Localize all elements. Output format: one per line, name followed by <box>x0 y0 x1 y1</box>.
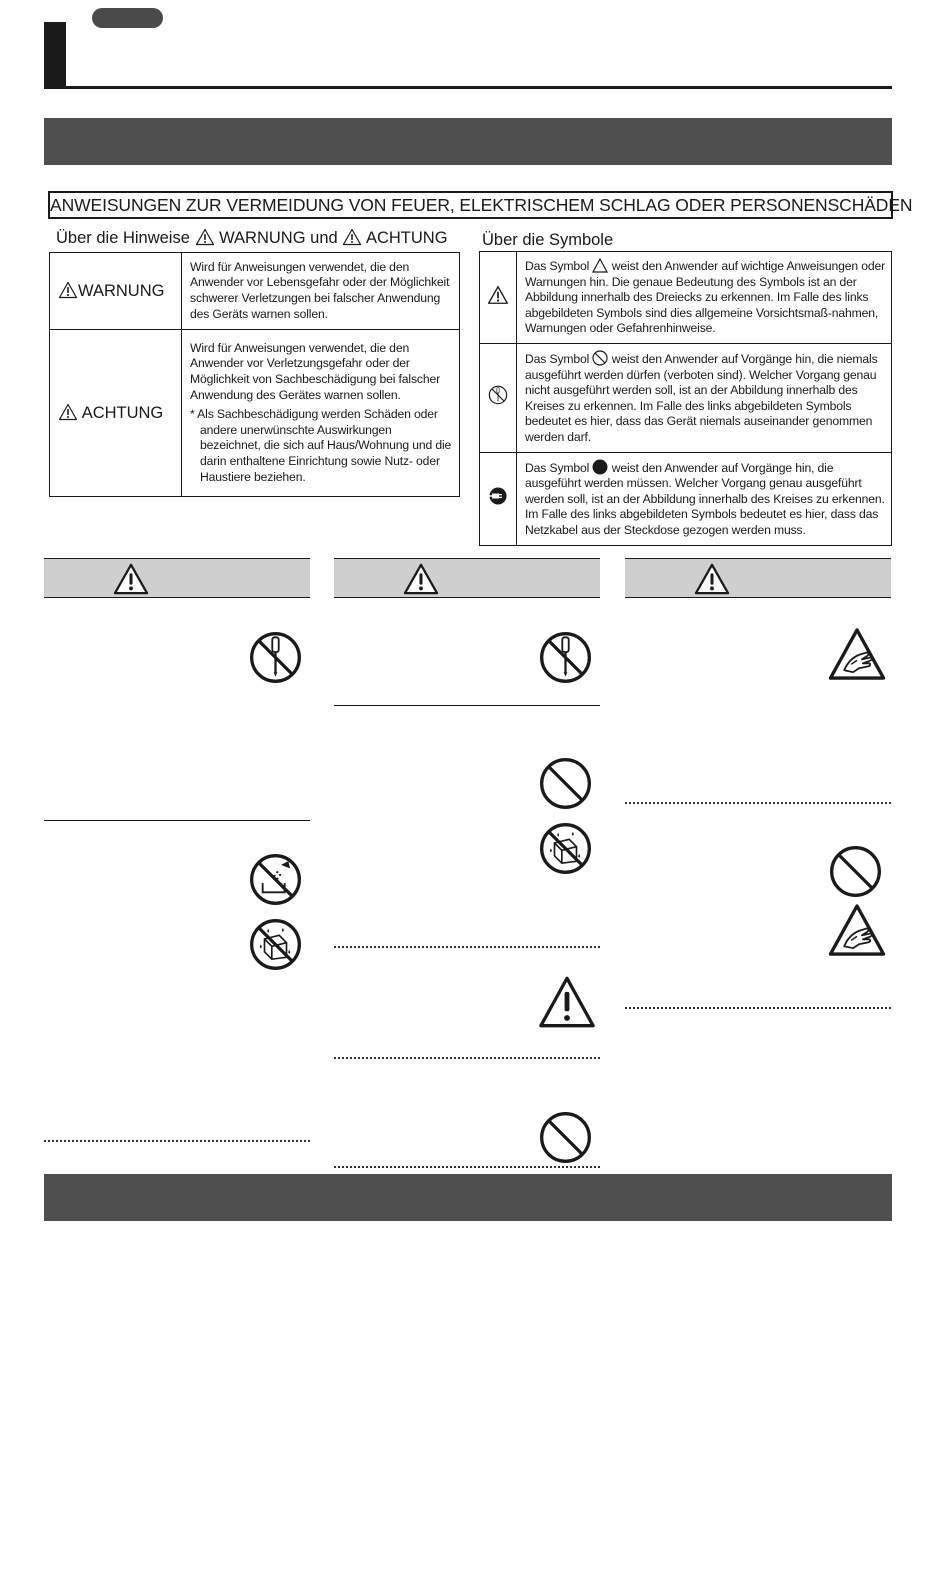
symbole-icon-cell <box>480 452 517 545</box>
section-band-bottom <box>44 1174 892 1221</box>
warning-triangle-icon <box>58 281 78 299</box>
no-wet-icon <box>248 917 303 972</box>
symbole-row <box>480 343 892 452</box>
symbole-text-cell <box>517 252 892 344</box>
symbole-heading: Über die Symbole <box>482 231 614 249</box>
symbole-text: weist den Anwender auf Vorgänge hin, die niemals ausgeführt werden dürfen (verboten sind). Welcher Vorgang genau nicht ausgeführt werden soll, ist an der Abbildung innerhalb des Kreises zu erkennen. Im Falle des links abgebildeten Symbols bedeutet es hier, dass das Gerät niemals auseinander genommen werden darf. <box>525 351 878 444</box>
page-tab-pill <box>92 8 163 28</box>
achtung-text: Wird für Anweisungen verwendet, die den Anwender vor Verletzungsgefahr oder der Möglichkeit von Sachbeschädigung bei falscher Anwendung des Gerätes warnen sollen. <box>190 340 441 402</box>
column-2-dotted-divider <box>334 946 600 948</box>
warning-triangle-icon <box>342 228 362 246</box>
hinweise-heading-warnung: WARNUNG und <box>219 229 338 247</box>
filled-circle-icon <box>592 459 608 475</box>
symbole-lead: Das Symbol <box>525 259 590 273</box>
achtung-cell <box>182 330 460 497</box>
no-disassemble-icon <box>248 630 303 685</box>
warnung-text: Wird für Anweisungen verwendet, die den Anwender vor Lebensgefahr oder der Möglichkeit schwerer Verletzungen bei falscher Anwendung des Geräts warnen sollen. <box>182 253 460 330</box>
symbole-text: weist den Anwender auf Vorgänge hin, die ausgeführt werden müssen. Welcher Vorgang genau ausgeführt werden soll, ist an der Abbildung innerhalb des Kreises zu erkennen. Im Falle des links abgebildeten Symbols bedeutet es hier, dass das Netzkabel aus der Steckdose gezogen werden muss. <box>525 460 885 537</box>
prohibited-icon <box>538 756 593 811</box>
symbole-table <box>479 251 892 546</box>
warnung-label: WARNUNG <box>78 282 165 300</box>
no-wet-icon <box>538 821 593 876</box>
symbole-text: weist den Anwender auf wichtige Anweisungen oder Warnungen hin. Die genaue Bedeutung des Symbols ist an der Abbildung innerhalb des Dreiecks zu erkennen. Im Falle des links abgebildeten Symbols sind dies allgemeine Vorsichtsmaß-nahmen, Warnungen oder Gefahrenhinweise. <box>525 259 885 336</box>
column-3-header <box>625 558 891 598</box>
section-band-top <box>44 118 892 165</box>
column-3-dotted-divider <box>625 1007 891 1009</box>
prohibited-outline-icon <box>592 350 608 366</box>
section-marker <box>44 22 66 87</box>
warning-triangle-icon <box>112 562 150 596</box>
symbole-lead: Das Symbol <box>525 460 590 475</box>
symbole-icon-cell <box>480 252 517 344</box>
no-disassemble-icon <box>488 385 508 405</box>
achtung-label: ACHTUNG <box>81 404 164 422</box>
hinweise-row-warnung <box>50 253 460 330</box>
hinweise-heading-prefix: Über die Hinweise <box>56 229 190 247</box>
warning-triangle-icon <box>58 403 78 421</box>
column-1-dotted-divider <box>44 1140 310 1142</box>
pinch-hazard-icon <box>827 903 887 958</box>
hinweise-table <box>49 252 460 497</box>
header-rule <box>44 86 892 89</box>
achtung-note: * Als Sachbeschädigung werden Schäden oder andere unerwünschte Auswirkungen bezeichnet, die sich auf Haus/Wohnung und die darin enthaltene Einrichtung sowie Nutz- oder Haustiere beziehen. <box>190 407 452 484</box>
column-3-dotted-divider <box>625 802 891 804</box>
symbole-row <box>480 452 892 545</box>
no-disassemble-icon <box>538 630 593 685</box>
symbole-icon-cell <box>480 343 517 452</box>
column-2-divider <box>334 705 600 706</box>
column-2-dotted-divider <box>334 1166 600 1168</box>
hinweise-heading-achtung: ACHTUNG <box>365 229 448 247</box>
hinweise-heading <box>56 228 448 248</box>
column-1-header <box>44 558 310 598</box>
column-1-divider <box>44 820 310 821</box>
column-2-header <box>334 558 600 598</box>
symbole-row <box>480 252 892 344</box>
warning-triangle-icon <box>487 285 509 305</box>
symbole-lead: Das Symbol <box>525 351 590 366</box>
no-shower-icon <box>248 852 303 907</box>
triangle-outline-icon <box>592 258 608 273</box>
warning-triangle-icon <box>693 562 731 596</box>
safety-title: ANWEISUNGEN ZUR VERMEIDUNG VON FEUER, ELEKTRISCHEM SCHLAG ODER PERSONENSCHÄDEN <box>48 191 893 219</box>
prohibited-icon <box>828 844 883 899</box>
symbole-text-cell <box>517 452 892 545</box>
column-2-dotted-divider <box>334 1057 600 1059</box>
warning-triangle-icon <box>402 562 440 596</box>
warning-triangle-icon <box>195 228 215 246</box>
hinweise-row-achtung <box>50 330 460 497</box>
symbole-text-cell <box>517 343 892 452</box>
hinweise-label-cell <box>50 330 182 497</box>
pinch-hazard-icon <box>827 627 887 682</box>
prohibited-icon <box>538 1110 593 1165</box>
unplug-icon <box>488 486 508 506</box>
hinweise-label-cell <box>50 253 182 330</box>
caution-triangle-icon <box>538 975 596 1030</box>
